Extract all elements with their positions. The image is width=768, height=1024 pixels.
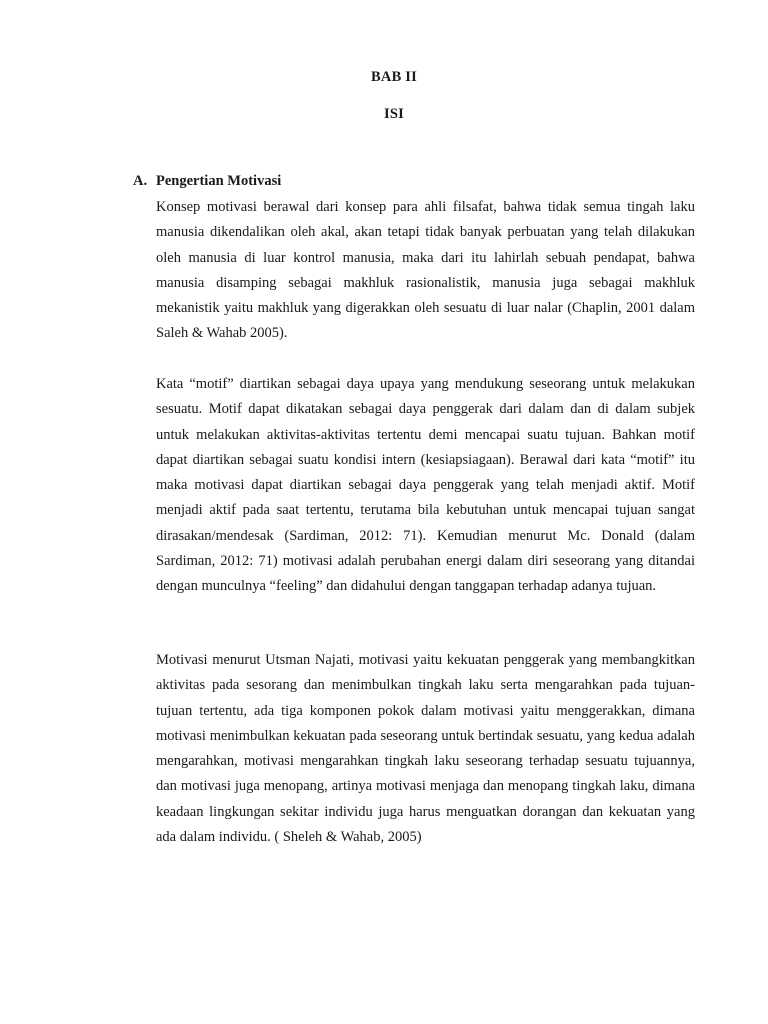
section-heading bbox=[133, 173, 281, 190]
chapter-number: BAB II bbox=[371, 69, 417, 85]
section-letter: A. bbox=[133, 173, 148, 189]
paragraph-3: Motivasi menurut Utsman Najati, motivasi yaitu kekuatan penggerak yang membangkitkan aktivitas pada sesorang dan menimbulkan tingkah laku serta mengarahkan pada tujuan-tujuan tertentu, ada tiga komponen pokok dalam motivasi yaitu menggerakkan, dimana motivasi menimbulkan kekuatan pada seseorang untuk bertindak sesuatu, yang kedua adalah mengarahkan, motivasi mengarahkan tingkah laku seseorang terhadap sesuatu tujuannya, dan motivasi juga menopang, artinya motivasi menjaga dan menopang tingkah laku, dimana keadaan lingkungan sekitar individu juga harus menguatkan dorangan dan kekuatan yang ada dalam individu. ( Sheleh & Wahab, 2005) bbox=[156, 652, 695, 846]
chapter-title: ISI bbox=[384, 106, 404, 122]
section-title: Pengertian Motivasi bbox=[156, 173, 282, 189]
paragraph-1: Konsep motivasi berawal dari konsep para ahli filsafat, bahwa tidak semua tingah laku manusia dikendalikan oleh akal, akan tetapi tidak banyak perbuatan yang telah dilakukan oleh manusia di luar kontrol manusia, maka dari itu lahirlah sebuah pendapat, bahwa manusia disamping sebagai makhluk rasionalistik, manusia juga sebagai makhluk mekanistik yaitu makhluk yang digerakkan oleh sesuatu di luar nalar (Chaplin, 2001 dalam Saleh & Wahab 2005). bbox=[156, 199, 695, 342]
paragraph-2: Kata “motif” diartikan sebagai daya upaya yang mendukung seseorang untuk melakukan sesuatu. Motif dapat dikatakan sebagai daya penggerak dari dalam dan di dalam subjek untuk melakukan aktivitas-aktivitas tertentu demi mencapai suatu tujuan. Bahkan motif dapat diartikan sebagai suatu kondisi intern (kesiapsiagaan). Berawal dari kata “motif” itu maka motivasi dapat diartikan sebagai daya penggerak yang telah menjadi aktif. Motif menjadi aktif pada saat tertentu, terutama bila kebutuhan untuk mencapai tujuan sangat dirasakan/mendesak (Sardiman, 2012: 71). Kemudian menurut Mc. Donald (dalam Sardiman, 2012: 71) motivasi adalah perubahan energi dalam diri seseorang yang ditandai dengan munculnya “feeling” dan didahului dengan tanggapan terhadap adanya tujuan. bbox=[156, 376, 695, 595]
